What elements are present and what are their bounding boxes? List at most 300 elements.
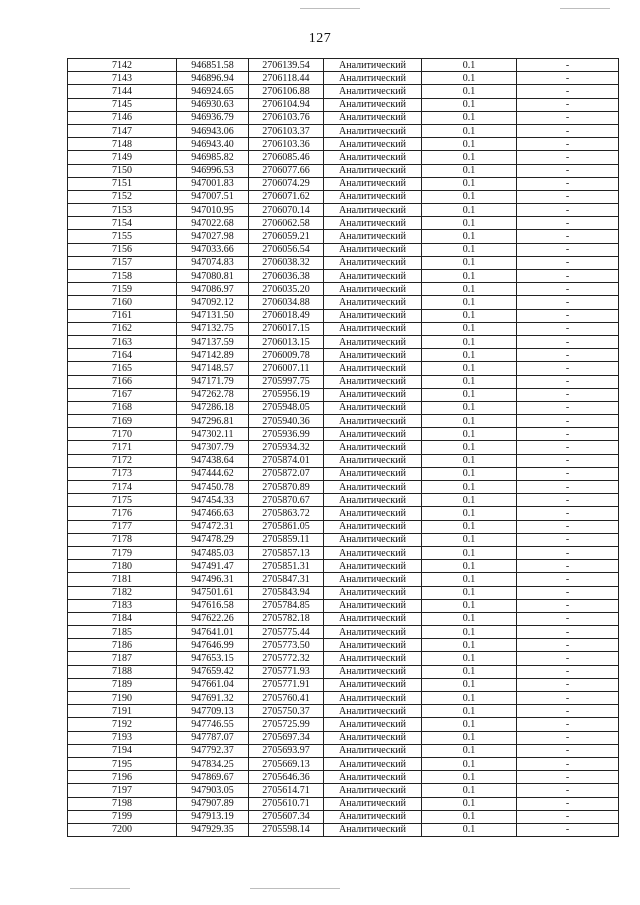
cell-note: - [517,652,619,665]
cell-accuracy: 0.1 [422,665,517,678]
cell-method: Аналитический [324,375,422,388]
cell-method: Аналитический [324,138,422,151]
cell-y-coordinate: 2705997.75 [249,375,324,388]
scan-artifact [250,888,340,889]
cell-point-number: 7187 [68,652,177,665]
cell-x-coordinate: 947148.57 [177,362,249,375]
cell-accuracy: 0.1 [422,520,517,533]
table-row [68,349,619,362]
cell-accuracy: 0.1 [422,757,517,770]
cell-x-coordinate: 946936.79 [177,111,249,124]
cell-point-number: 7184 [68,612,177,625]
cell-point-number: 7194 [68,744,177,757]
table-row [68,309,619,322]
cell-x-coordinate: 947007.51 [177,190,249,203]
table-row [68,388,619,401]
cell-point-number: 7162 [68,322,177,335]
cell-point-number: 7151 [68,177,177,190]
cell-point-number: 7148 [68,138,177,151]
cell-x-coordinate: 946930.63 [177,98,249,111]
cell-x-coordinate: 947296.81 [177,415,249,428]
cell-x-coordinate: 947478.29 [177,533,249,546]
cell-point-number: 7190 [68,692,177,705]
cell-note: - [517,85,619,98]
table-row [68,705,619,718]
cell-method: Аналитический [324,639,422,652]
cell-note: - [517,401,619,414]
cell-method: Аналитический [324,467,422,480]
cell-accuracy: 0.1 [422,797,517,810]
cell-y-coordinate: 2705872.07 [249,467,324,480]
cell-x-coordinate: 946996.53 [177,164,249,177]
table-row [68,111,619,124]
table-row [68,744,619,757]
cell-accuracy: 0.1 [422,718,517,731]
cell-note: - [517,705,619,718]
cell-x-coordinate: 947869.67 [177,771,249,784]
cell-accuracy: 0.1 [422,177,517,190]
cell-x-coordinate: 947092.12 [177,296,249,309]
cell-y-coordinate: 2706038.32 [249,256,324,269]
table-row [68,731,619,744]
cell-point-number: 7177 [68,520,177,533]
cell-y-coordinate: 2705863.72 [249,507,324,520]
cell-method: Аналитический [324,718,422,731]
cell-accuracy: 0.1 [422,375,517,388]
cell-point-number: 7189 [68,678,177,691]
cell-accuracy: 0.1 [422,190,517,203]
cell-x-coordinate: 947286.18 [177,401,249,414]
cell-y-coordinate: 2705775.44 [249,626,324,639]
table-row [68,85,619,98]
cell-method: Аналитический [324,612,422,625]
cell-accuracy: 0.1 [422,467,517,480]
cell-note: - [517,296,619,309]
cell-note: - [517,415,619,428]
cell-x-coordinate: 947033.66 [177,243,249,256]
cell-x-coordinate: 946943.06 [177,124,249,137]
cell-y-coordinate: 2706070.14 [249,204,324,217]
cell-method: Аналитический [324,599,422,612]
cell-note: - [517,599,619,612]
table-row [68,428,619,441]
cell-point-number: 7154 [68,217,177,230]
cell-point-number: 7159 [68,283,177,296]
cell-note: - [517,151,619,164]
cell-method: Аналитический [324,441,422,454]
cell-point-number: 7191 [68,705,177,718]
cell-method: Аналитический [324,507,422,520]
cell-accuracy: 0.1 [422,546,517,559]
cell-method: Аналитический [324,362,422,375]
cell-x-coordinate: 947903.05 [177,784,249,797]
cell-note: - [517,256,619,269]
cell-note: - [517,810,619,823]
cell-note: - [517,520,619,533]
cell-accuracy: 0.1 [422,98,517,111]
cell-note: - [517,454,619,467]
table-row [68,507,619,520]
cell-accuracy: 0.1 [422,560,517,573]
scan-artifact [70,888,130,889]
cell-y-coordinate: 2705782.18 [249,612,324,625]
cell-x-coordinate: 946985.82 [177,151,249,164]
cell-note: - [517,72,619,85]
cell-accuracy: 0.1 [422,639,517,652]
cell-y-coordinate: 2705614.71 [249,784,324,797]
cell-accuracy: 0.1 [422,256,517,269]
cell-method: Аналитический [324,797,422,810]
cell-y-coordinate: 2705598.14 [249,823,324,836]
cell-point-number: 7176 [68,507,177,520]
cell-y-coordinate: 2705874.01 [249,454,324,467]
cell-method: Аналитический [324,428,422,441]
cell-method: Аналитический [324,309,422,322]
cell-y-coordinate: 2705861.05 [249,520,324,533]
cell-note: - [517,573,619,586]
table-row [68,560,619,573]
cell-x-coordinate: 947131.50 [177,309,249,322]
table-row [68,678,619,691]
cell-accuracy: 0.1 [422,243,517,256]
cell-accuracy: 0.1 [422,151,517,164]
cell-y-coordinate: 2705750.37 [249,705,324,718]
table-row [68,59,619,72]
cell-accuracy: 0.1 [422,599,517,612]
cell-point-number: 7158 [68,270,177,283]
cell-method: Аналитический [324,164,422,177]
cell-accuracy: 0.1 [422,230,517,243]
cell-x-coordinate: 947444.62 [177,467,249,480]
cell-note: - [517,124,619,137]
table-row [68,481,619,494]
cell-x-coordinate: 947466.63 [177,507,249,520]
table-row [68,810,619,823]
cell-point-number: 7174 [68,481,177,494]
cell-method: Аналитический [324,98,422,111]
cell-accuracy: 0.1 [422,296,517,309]
table-row [68,335,619,348]
table-row [68,612,619,625]
cell-y-coordinate: 2705857.13 [249,546,324,559]
cell-x-coordinate: 947929.35 [177,823,249,836]
cell-method: Аналитический [324,823,422,836]
cell-x-coordinate: 947709.13 [177,705,249,718]
cell-x-coordinate: 947787.07 [177,731,249,744]
cell-accuracy: 0.1 [422,533,517,546]
cell-y-coordinate: 2705870.89 [249,481,324,494]
cell-method: Аналитический [324,85,422,98]
cell-y-coordinate: 2705940.36 [249,415,324,428]
cell-point-number: 7166 [68,375,177,388]
scan-artifact [560,8,610,9]
table-row [68,771,619,784]
cell-method: Аналитический [324,454,422,467]
cell-y-coordinate: 2705773.50 [249,639,324,652]
cell-x-coordinate: 947501.61 [177,586,249,599]
cell-x-coordinate: 947496.31 [177,573,249,586]
cell-point-number: 7185 [68,626,177,639]
cell-x-coordinate: 947307.79 [177,441,249,454]
cell-method: Аналитический [324,124,422,137]
cell-accuracy: 0.1 [422,507,517,520]
table-row [68,190,619,203]
cell-accuracy: 0.1 [422,744,517,757]
cell-x-coordinate: 947137.59 [177,335,249,348]
table-row [68,164,619,177]
cell-method: Аналитический [324,757,422,770]
cell-x-coordinate: 947653.15 [177,652,249,665]
cell-y-coordinate: 2706085.46 [249,151,324,164]
cell-note: - [517,388,619,401]
cell-point-number: 7175 [68,494,177,507]
cell-method: Аналитический [324,270,422,283]
cell-note: - [517,771,619,784]
cell-accuracy: 0.1 [422,428,517,441]
cell-method: Аналитический [324,230,422,243]
cell-accuracy: 0.1 [422,612,517,625]
cell-x-coordinate: 947472.31 [177,520,249,533]
cell-y-coordinate: 2705669.13 [249,757,324,770]
table-row [68,546,619,559]
cell-note: - [517,335,619,348]
cell-x-coordinate: 947641.01 [177,626,249,639]
cell-note: - [517,665,619,678]
cell-point-number: 7199 [68,810,177,823]
table-row [68,72,619,85]
cell-x-coordinate: 947691.32 [177,692,249,705]
table-row [68,375,619,388]
cell-accuracy: 0.1 [422,164,517,177]
cell-x-coordinate: 947022.68 [177,217,249,230]
cell-accuracy: 0.1 [422,349,517,362]
coordinates-table [67,58,619,837]
cell-y-coordinate: 2706074.29 [249,177,324,190]
cell-point-number: 7143 [68,72,177,85]
cell-method: Аналитический [324,283,422,296]
cell-y-coordinate: 2705725.99 [249,718,324,731]
cell-method: Аналитический [324,388,422,401]
cell-accuracy: 0.1 [422,111,517,124]
cell-y-coordinate: 2705607.34 [249,810,324,823]
cell-method: Аналитический [324,349,422,362]
cell-method: Аналитический [324,204,422,217]
table-row [68,467,619,480]
cell-method: Аналитический [324,586,422,599]
cell-method: Аналитический [324,533,422,546]
cell-note: - [517,757,619,770]
cell-x-coordinate: 946943.40 [177,138,249,151]
cell-point-number: 7192 [68,718,177,731]
cell-note: - [517,718,619,731]
cell-accuracy: 0.1 [422,401,517,414]
cell-method: Аналитический [324,72,422,85]
cell-point-number: 7142 [68,59,177,72]
cell-note: - [517,639,619,652]
table-row [68,652,619,665]
cell-point-number: 7147 [68,124,177,137]
cell-accuracy: 0.1 [422,692,517,705]
cell-note: - [517,692,619,705]
cell-x-coordinate: 947485.03 [177,546,249,559]
cell-accuracy: 0.1 [422,85,517,98]
cell-accuracy: 0.1 [422,626,517,639]
cell-y-coordinate: 2705936.99 [249,428,324,441]
cell-note: - [517,190,619,203]
table-row [68,520,619,533]
cell-y-coordinate: 2705760.41 [249,692,324,705]
cell-method: Аналитический [324,177,422,190]
cell-accuracy: 0.1 [422,771,517,784]
cell-note: - [517,164,619,177]
cell-point-number: 7178 [68,533,177,546]
cell-point-number: 7146 [68,111,177,124]
page-number: 127 [308,31,332,46]
cell-x-coordinate: 947834.25 [177,757,249,770]
table-row [68,124,619,137]
cell-y-coordinate: 2706034.88 [249,296,324,309]
table-row [68,362,619,375]
cell-x-coordinate: 947080.81 [177,270,249,283]
cell-note: - [517,678,619,691]
table-row [68,797,619,810]
cell-x-coordinate: 947027.98 [177,230,249,243]
cell-accuracy: 0.1 [422,217,517,230]
cell-point-number: 7152 [68,190,177,203]
cell-method: Аналитический [324,59,422,72]
scan-artifact [300,8,360,9]
cell-note: - [517,731,619,744]
cell-accuracy: 0.1 [422,388,517,401]
cell-note: - [517,612,619,625]
cell-point-number: 7188 [68,665,177,678]
table-row [68,204,619,217]
cell-note: - [517,59,619,72]
cell-method: Аналитический [324,573,422,586]
cell-y-coordinate: 2705693.97 [249,744,324,757]
cell-x-coordinate: 947622.26 [177,612,249,625]
cell-method: Аналитический [324,494,422,507]
cell-x-coordinate: 947661.04 [177,678,249,691]
cell-method: Аналитический [324,692,422,705]
cell-note: - [517,375,619,388]
cell-note: - [517,243,619,256]
cell-x-coordinate: 947616.58 [177,599,249,612]
cell-method: Аналитический [324,546,422,559]
cell-method: Аналитический [324,256,422,269]
cell-method: Аналитический [324,784,422,797]
cell-note: - [517,533,619,546]
coordinates-table-body [68,59,619,837]
cell-accuracy: 0.1 [422,72,517,85]
cell-y-coordinate: 2705784.85 [249,599,324,612]
cell-x-coordinate: 947262.78 [177,388,249,401]
cell-point-number: 7200 [68,823,177,836]
cell-y-coordinate: 2705843.94 [249,586,324,599]
cell-point-number: 7165 [68,362,177,375]
table-row [68,177,619,190]
cell-point-number: 7171 [68,441,177,454]
cell-note: - [517,98,619,111]
cell-x-coordinate: 947659.42 [177,665,249,678]
cell-accuracy: 0.1 [422,322,517,335]
cell-x-coordinate: 947438.64 [177,454,249,467]
cell-x-coordinate: 946924.65 [177,85,249,98]
table-row [68,823,619,836]
table-row [68,533,619,546]
cell-note: - [517,586,619,599]
cell-point-number: 7195 [68,757,177,770]
cell-note: - [517,177,619,190]
cell-x-coordinate: 947454.33 [177,494,249,507]
table-row [68,98,619,111]
cell-accuracy: 0.1 [422,309,517,322]
cell-y-coordinate: 2706103.76 [249,111,324,124]
cell-y-coordinate: 2705870.67 [249,494,324,507]
cell-point-number: 7156 [68,243,177,256]
cell-y-coordinate: 2706056.54 [249,243,324,256]
cell-y-coordinate: 2706103.36 [249,138,324,151]
cell-accuracy: 0.1 [422,454,517,467]
cell-y-coordinate: 2706071.62 [249,190,324,203]
cell-note: - [517,507,619,520]
table-row [68,757,619,770]
cell-y-coordinate: 2705934.32 [249,441,324,454]
cell-x-coordinate: 947010.95 [177,204,249,217]
cell-accuracy: 0.1 [422,784,517,797]
cell-accuracy: 0.1 [422,441,517,454]
cell-y-coordinate: 2705772.32 [249,652,324,665]
cell-method: Аналитический [324,217,422,230]
cell-x-coordinate: 947907.89 [177,797,249,810]
cell-method: Аналитический [324,560,422,573]
cell-note: - [517,270,619,283]
cell-y-coordinate: 2706007.11 [249,362,324,375]
cell-method: Аналитический [324,151,422,164]
cell-note: - [517,494,619,507]
cell-method: Аналитический [324,665,422,678]
cell-note: - [517,797,619,810]
cell-point-number: 7155 [68,230,177,243]
cell-note: - [517,784,619,797]
cell-point-number: 7168 [68,401,177,414]
cell-y-coordinate: 2705771.91 [249,678,324,691]
cell-point-number: 7193 [68,731,177,744]
cell-note: - [517,283,619,296]
table-row [68,784,619,797]
cell-y-coordinate: 2705859.11 [249,533,324,546]
cell-point-number: 7180 [68,560,177,573]
cell-note: - [517,744,619,757]
table-row [68,626,619,639]
cell-point-number: 7145 [68,98,177,111]
cell-y-coordinate: 2706104.94 [249,98,324,111]
table-row [68,494,619,507]
cell-accuracy: 0.1 [422,335,517,348]
cell-point-number: 7160 [68,296,177,309]
cell-note: - [517,322,619,335]
cell-y-coordinate: 2706036.38 [249,270,324,283]
cell-point-number: 7181 [68,573,177,586]
table-row [68,243,619,256]
cell-note: - [517,467,619,480]
table-row [68,151,619,164]
cell-method: Аналитический [324,705,422,718]
cell-note: - [517,111,619,124]
cell-y-coordinate: 2705697.34 [249,731,324,744]
cell-note: - [517,138,619,151]
cell-x-coordinate: 947450.78 [177,481,249,494]
